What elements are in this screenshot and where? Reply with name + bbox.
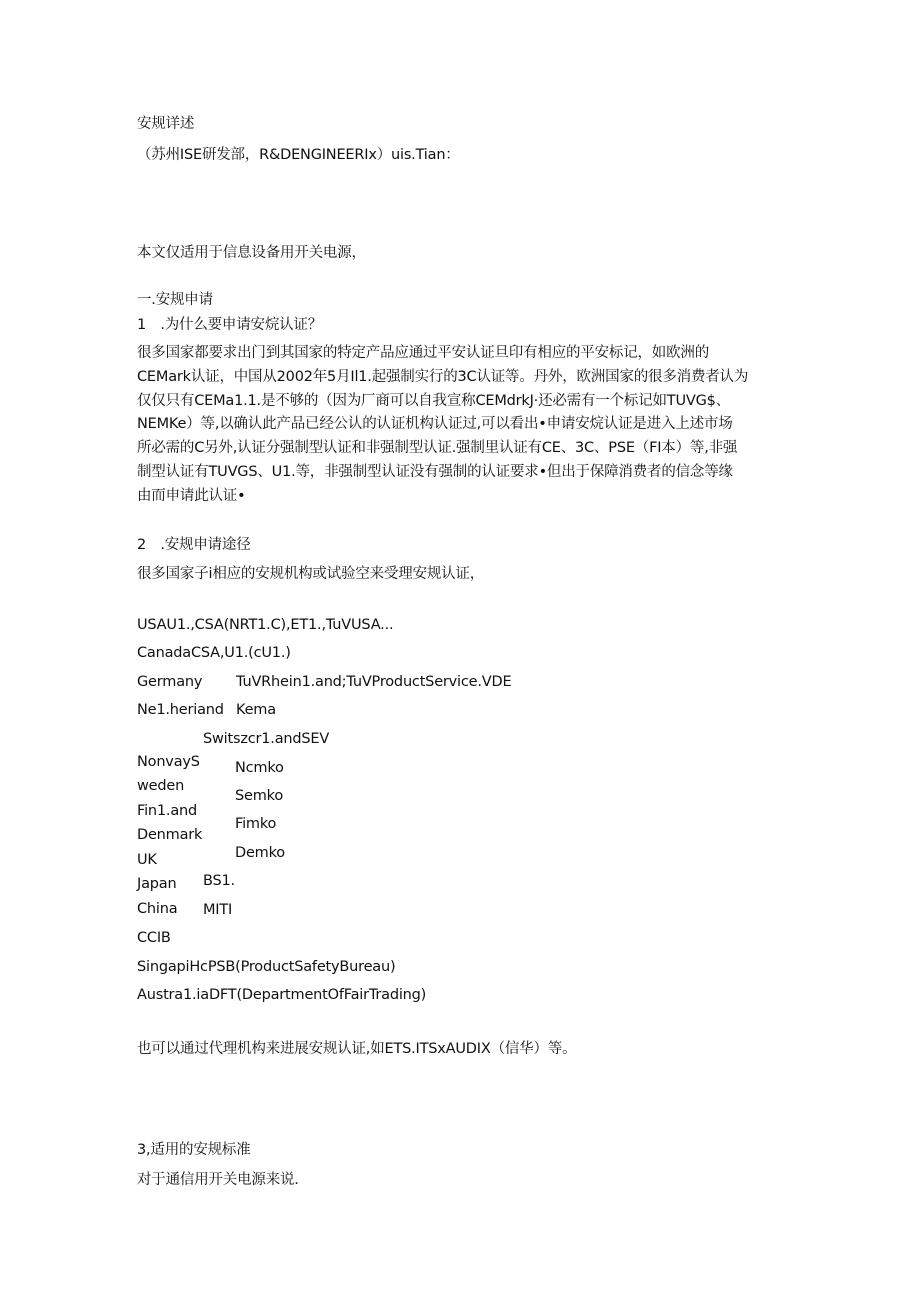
agency-germany: TuVRhein1.and;TuVProductService.VDE	[236, 674, 512, 690]
agency-sweden: Semko	[235, 788, 284, 804]
paragraph-line: 仅仅只有CEMa1.1.是不够的（因为厂商可以自我宣称CEMdrkJ·还必需有一个标记如TUVG$、	[137, 392, 730, 409]
agency-canada: CanadaCSA,U1.(cU1.)	[137, 645, 291, 661]
agency-usa: USAU1.,CSA(NRT1.C),ET1.,TuVUSA...	[137, 617, 394, 633]
paragraph-why-certification	[137, 342, 787, 509]
question-heading-why: 1 .为什么要申请安烷认证？	[137, 317, 323, 333]
paragraph-line: 很多国家都要求出门到其国家的特定产品应通过平安认证旦印有相应的平安标记，如欧洲的	[137, 345, 709, 361]
agency-australia: Austra1.iaDFT(DepartmentOfFairTrading)	[137, 987, 427, 1003]
question-heading-routes: 2 .安规申请途径	[137, 537, 251, 553]
routes-intro: 很多国家子i相应的安规机构或试验空来受理安规认证，	[137, 566, 485, 582]
country-norway-sweden-cont: weden	[137, 778, 185, 794]
document-title: 安规详述	[137, 116, 195, 132]
paragraph-line: 由而申请此认证•	[137, 487, 246, 504]
country-china: China	[137, 901, 178, 917]
paragraph-line: CEMark认证，中国从2002年5月Il1.起强制实行的3C认证等。丹外，欧洲国家的很多消费者认为	[137, 368, 749, 385]
country-japan: Japan	[137, 876, 177, 892]
agency-singapore: SingapiHcPSB(ProductSafetyBureau)	[137, 959, 396, 975]
agency-switzerland: Switszcr1.andSEV	[203, 731, 330, 747]
agency-japan: MITI	[203, 902, 233, 918]
country-germany: Germany	[137, 674, 203, 690]
paragraph-line: NEMKe）等,以确认此产品已经公认的认证机构认证过,可以看出•申请安烷认证是进入上述市场	[137, 416, 733, 433]
country-netherland: Ne1.heriand	[137, 702, 224, 718]
agency-uk: BS1.	[203, 873, 235, 889]
paragraph-line: 制型认证有TUVGS、U1.等，非强制型认证没有强制的认证要求•但出于保障消费者的信念等缘	[137, 463, 733, 480]
paragraph-line: 所必需的C另外,认证分强制型认证和非强制型认证.强制里认证有CE、3C、PSE（FI本）等,非强	[137, 440, 738, 457]
country-denmark: Denmark	[137, 827, 203, 843]
author-line: （苏州ISE研发部，R&DENGINEERIx）uis.Tian：	[137, 147, 460, 163]
agency-denmark: Demko	[235, 845, 285, 861]
agency-finland: Fimko	[235, 816, 277, 832]
question-heading-standards: 3,适用的安规标准	[137, 1142, 251, 1158]
agency-note: 也可以通过代理机构来进展安规认证,如ETS.ITSxAUDIX（信华）等。	[137, 1041, 577, 1057]
scope-statement: 本文仅适用于信息设备用开关电源，	[137, 245, 366, 261]
agency-norway: Ncmko	[235, 760, 284, 776]
agency-netherland: Kema	[236, 702, 276, 718]
section-heading-application: 一.安规申请	[137, 292, 213, 308]
country-uk: UK	[137, 852, 157, 868]
standards-intro: 对于通信用开关电源来说.	[137, 1172, 299, 1188]
country-finland: Fin1.and	[137, 803, 198, 819]
country-norway-sweden: NonvayS	[137, 754, 200, 770]
agency-china: CCIB	[137, 930, 171, 946]
